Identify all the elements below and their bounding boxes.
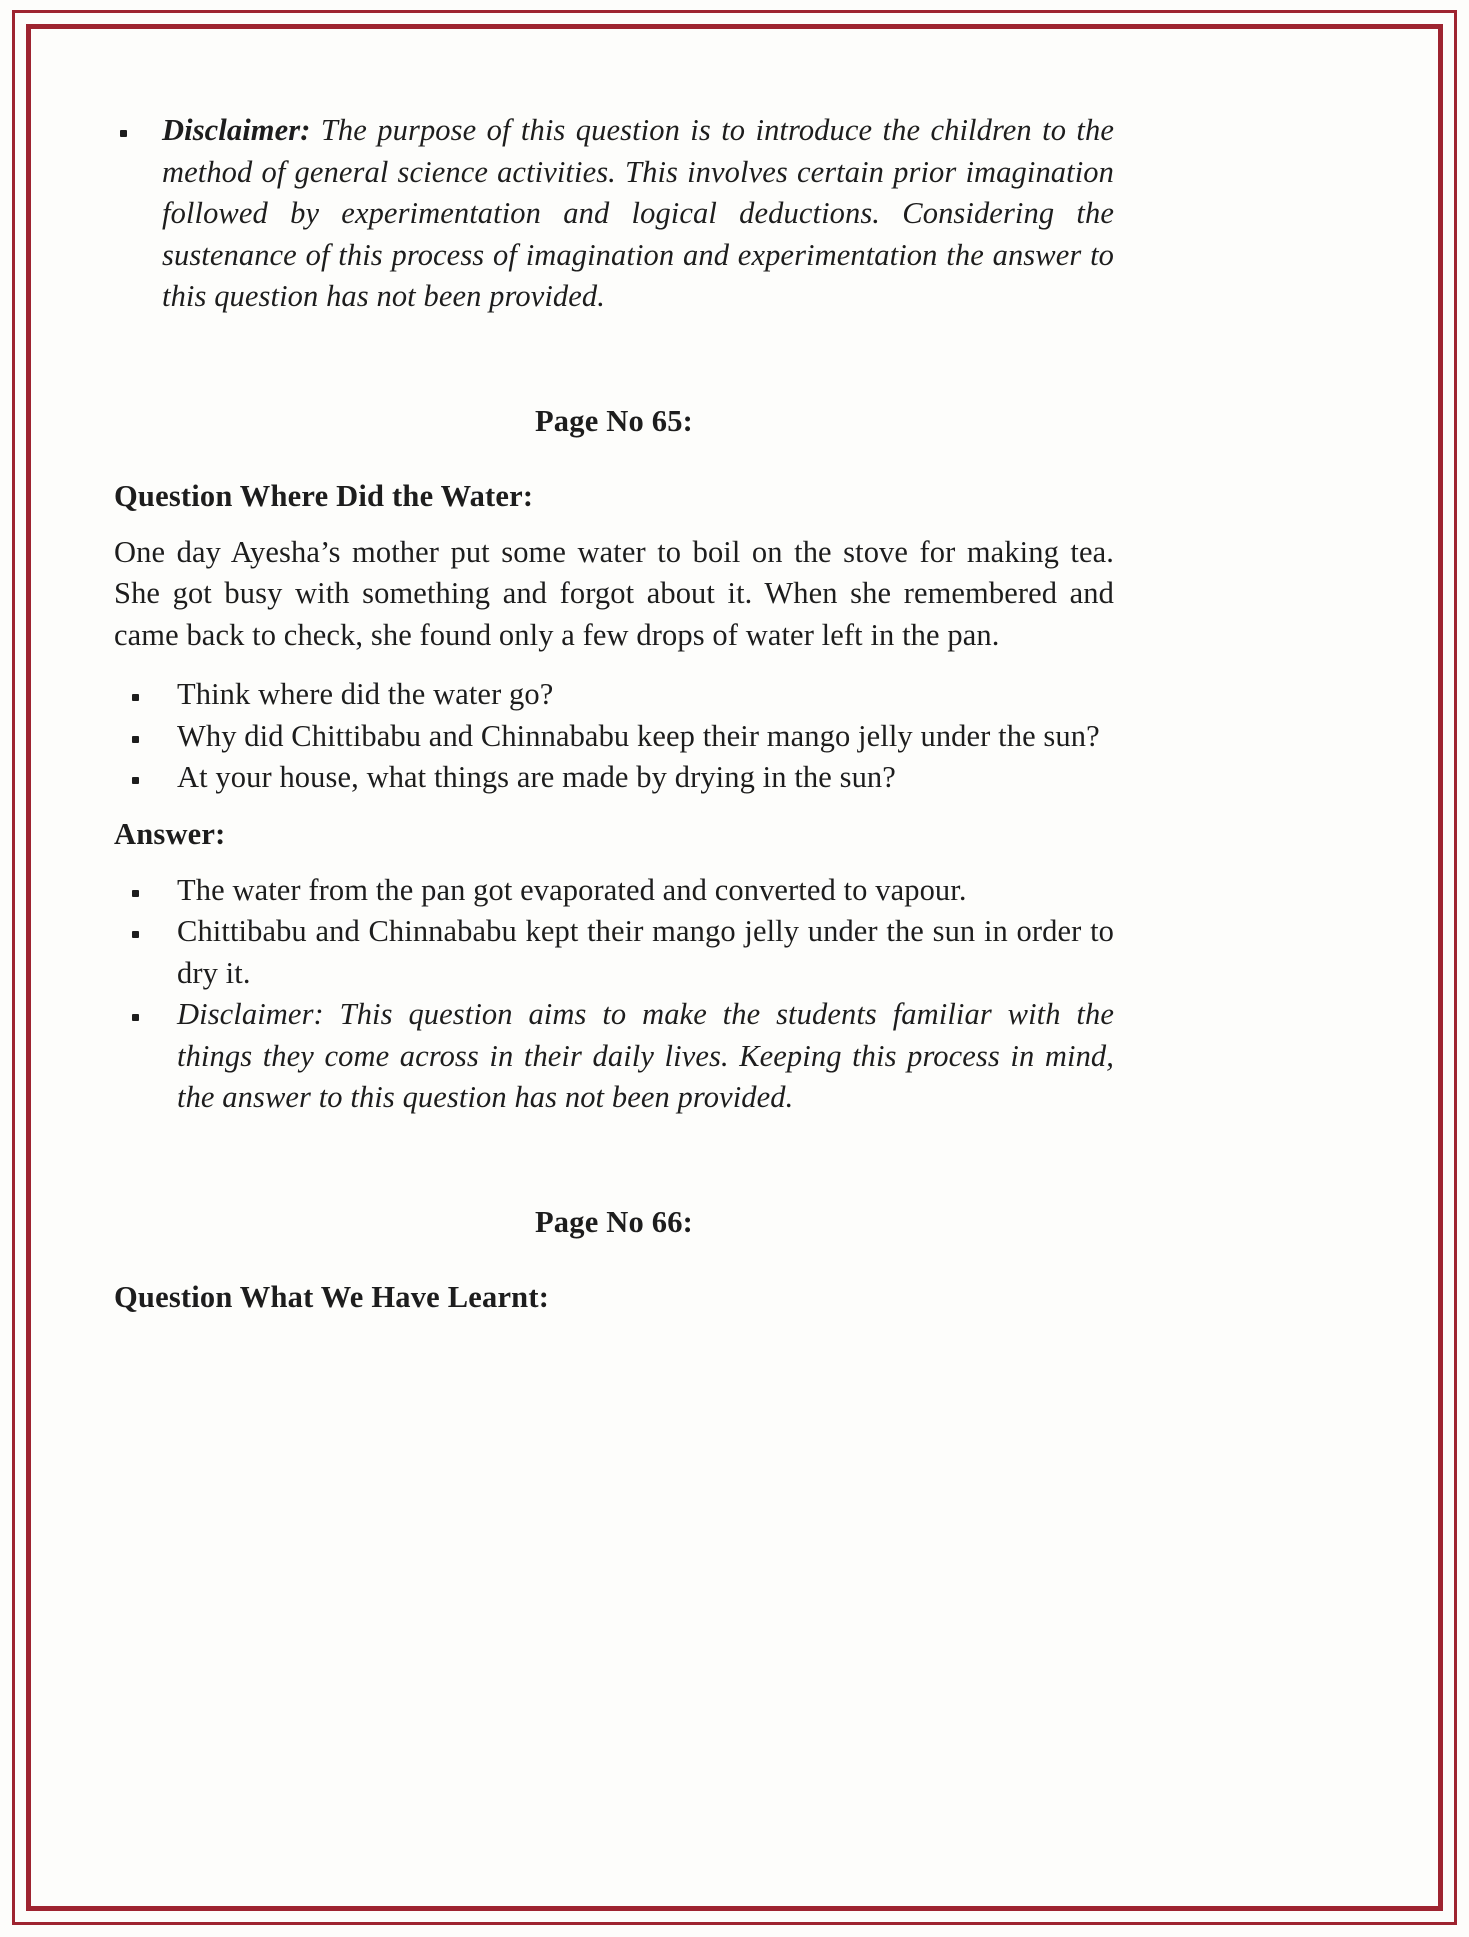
question-bullet-text: Think where did the water go? [177, 677, 554, 711]
page-66-heading: Page No 66: [534, 1204, 694, 1239]
question-bullet-text: Why did Chittibabu and Chinnababu keep their mango jelly under the sun? [177, 718, 1100, 753]
list-item [114, 757, 1114, 799]
top-disclaimer-paragraph [162, 113, 1114, 313]
bullet-dot-icon [132, 890, 139, 897]
disclaimer-text: This question aims to make the students familiar with the things they come across in their daily lives. Keeping this process in mind, the answer to this question has not been provided. [177, 997, 1114, 1114]
answer-disclaimer-paragraph [177, 997, 1114, 1114]
list-item [114, 110, 1114, 318]
bullet-dot-icon [132, 931, 139, 938]
document-content [114, 110, 1114, 1315]
answer-bullet-text: The water from the pan got evaporated and converted to vapour. [177, 872, 967, 907]
spacer [114, 656, 1114, 674]
answer-heading: Answer: [114, 816, 226, 851]
list-item [114, 716, 1114, 758]
question-bullet-text: At your house, what things are made by drying in the sun? [177, 760, 896, 794]
page-65-heading: Page No 65: [534, 403, 694, 438]
disclaimer-text: The purpose of this question is to introduce the children to the method of general science activities. This involves certain prior imagination followed by experimentation and logical deductions. Considering the sustenance of this process of imagination and experimentation the answer to this question has not been provided. [162, 113, 1114, 313]
bullet-dot-icon [132, 694, 139, 701]
list-item [114, 911, 1114, 994]
page-66-question-heading: Question What We Have Learnt: [114, 1279, 550, 1314]
spacer [114, 1240, 1114, 1280]
bullet-dot-icon [120, 130, 127, 137]
disclaimer-label: Disclaimer: [162, 113, 311, 147]
spacer [114, 318, 1114, 404]
spacer [114, 799, 1114, 817]
answer-bullet-text: Chittibabu and Chinnababu kept their mango jelly under the sun in order to dry it. [177, 914, 1114, 990]
spacer [114, 1119, 1114, 1205]
page-sheet [40, 38, 1429, 1897]
page-65-question-heading: Question Where Did the Water: [114, 478, 534, 513]
top-disclaimer-list [114, 110, 1114, 318]
spacer [114, 852, 1114, 870]
spacer [114, 514, 1114, 532]
page-65-answer-bullets [114, 870, 1114, 1119]
page-65-passage: One day Ayesha’s mother put some water to boil on the stove for making tea. She got busy with something and forgot about it. When she remembered and came back to check, she found only a few drops of water left in the pan. [114, 534, 1114, 652]
list-item [114, 674, 1114, 716]
list-item [114, 870, 1114, 912]
spacer [114, 439, 1114, 479]
list-item [114, 994, 1114, 1119]
bullet-dot-icon [132, 1014, 139, 1021]
disclaimer-label: Disclaimer: [177, 997, 324, 1031]
page-65-question-bullets [114, 674, 1114, 799]
bullet-dot-icon [132, 777, 139, 784]
bullet-dot-icon [132, 736, 139, 743]
